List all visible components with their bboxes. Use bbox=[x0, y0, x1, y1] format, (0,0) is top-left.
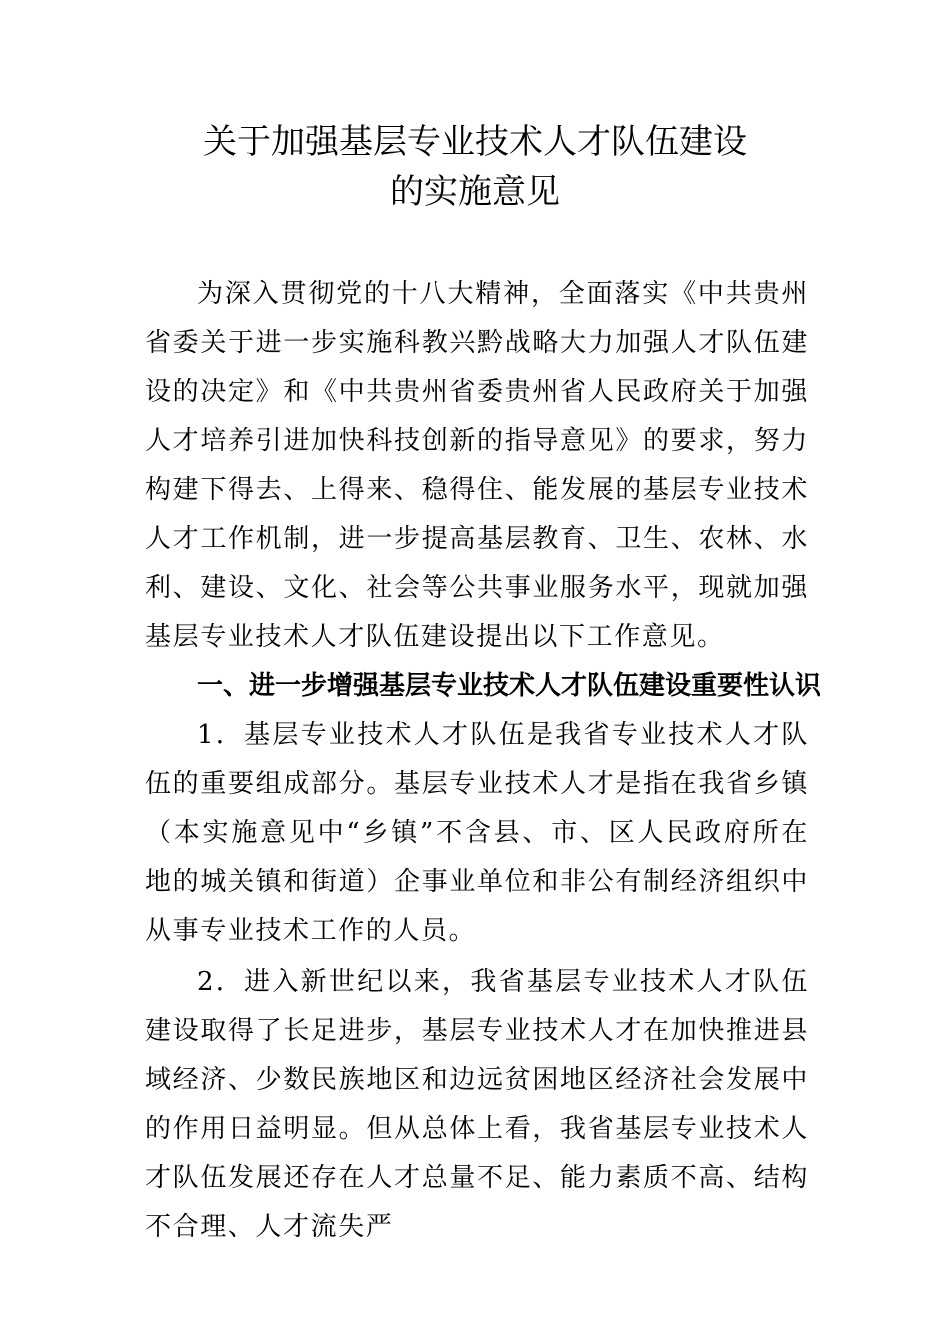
intro-paragraph: 为深入贯彻党的十八大精神，全面落实《中共贵州省委关于进一步实施科教兴黔战略大力加强人才队伍建设的决定》和《中共贵州省委贵州省人民政府关于加强人才培养引进加快科技创新的指导意见》的要求，努力构建下得去、上得来、稳得住、能发展的基层专业技术人才工作机制，进一步提高基层教育、卫生、农林、水利、建设、文化、社会等公共事业服务水平，现就加强基层专业技术人才队伍建设提出以下工作意见。 bbox=[145, 279, 809, 652]
document-title-line-1: 关于加强基层专业技术人才队伍建设 bbox=[203, 122, 747, 162]
section-1-heading: 一、进一步增强基层专业技术人才队伍建设重要性认识 bbox=[197, 671, 822, 701]
item-1-paragraph: 1．基层专业技术人才队伍是我省专业技术人才队伍的重要组成部分。基层专业技术人才是指在我省乡镇（本实施意见中“乡镇”不含县、市、区人民政府所在地的城关镇和街道）企事业单位和非公有制经济组织中从事专业技术工作的人员。 bbox=[145, 720, 809, 946]
document-body bbox=[145, 270, 822, 1252]
item-2-paragraph: 2．进入新世纪以来，我省基层专业技术人才队伍建设取得了长足进步，基层专业技术人才在加快推进县域经济、少数民族地区和边远贫困地区经济社会发展中的作用日益明显。但从总体上看，我省基层专业技术人才队伍发展还存在人才总量不足、能力素质不高、结构不合理、人才流失严 bbox=[145, 967, 809, 1242]
document-title-line-2: 的实施意见 bbox=[390, 172, 560, 212]
